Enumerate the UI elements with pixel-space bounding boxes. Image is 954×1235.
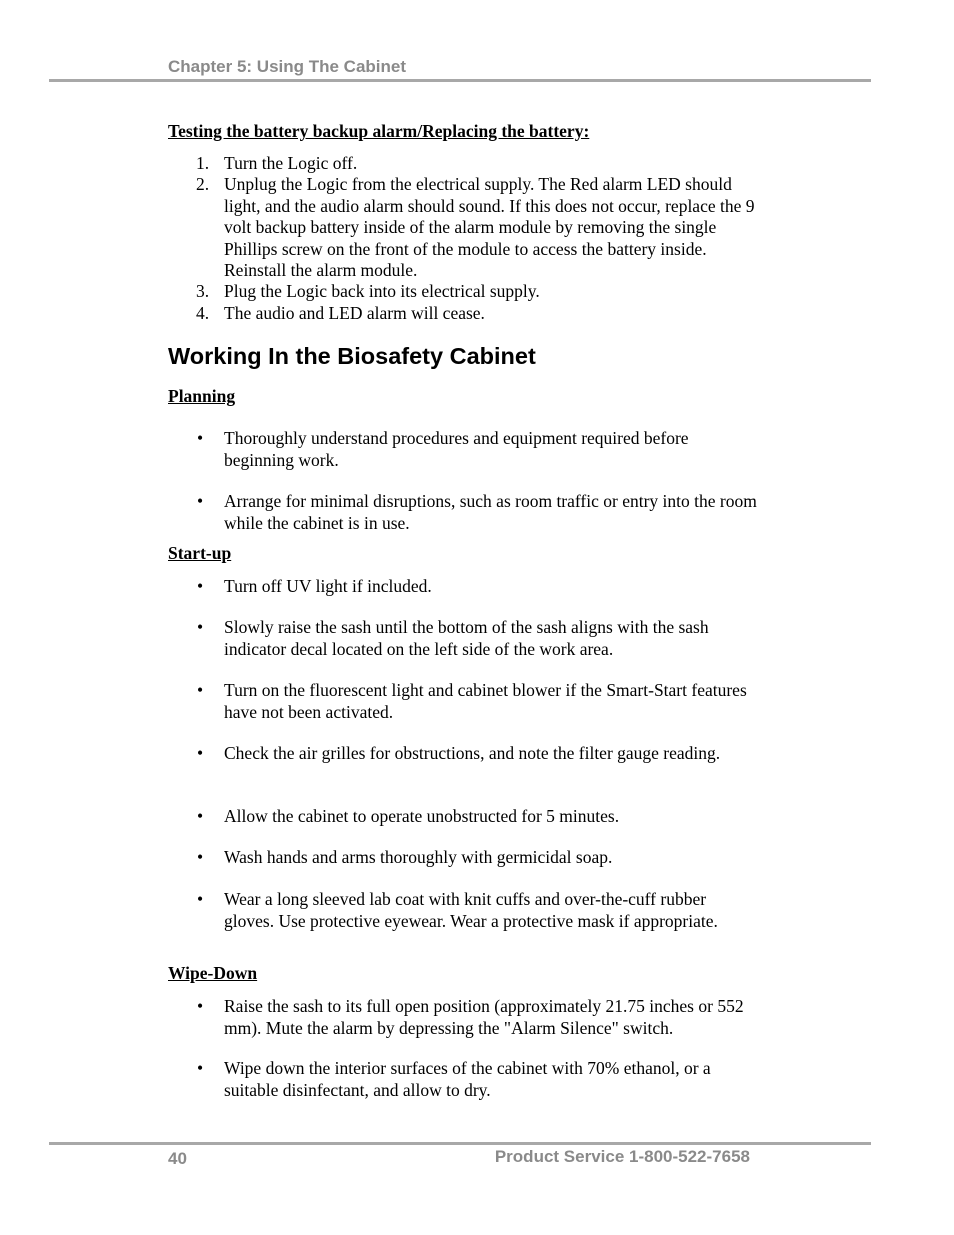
bullet-item	[168, 428, 768, 471]
bullet-text: Thoroughly understand procedures and equipment required before beginning work.	[224, 428, 689, 470]
step-text: Plug the Logic back into its electrical supply.	[224, 281, 540, 301]
bullet-icon: •	[197, 847, 204, 867]
bullet-item	[168, 889, 768, 932]
bullet-text: Allow the cabinet to operate unobstructed for 5 minutes.	[224, 806, 620, 826]
chapter-title: Chapter 5: Using The Cabinet	[168, 57, 407, 76]
step-number: 4.	[196, 303, 210, 323]
bullet-item	[168, 576, 768, 598]
battery-section-heading: Testing the battery backup alarm/Replacing the battery:	[168, 121, 590, 141]
bullet-item	[168, 847, 768, 869]
bullet-item	[168, 743, 768, 765]
section-title: Working In the Biosafety Cabinet	[168, 343, 536, 369]
bullet-text: Slowly raise the sash until the bottom of the sash aligns with the sash indicator decal located on the left side of the work area.	[224, 617, 709, 659]
bullet-text: Wear a long sleeved lab coat with knit cuffs and over-the-cuff rubber gloves. Use protective eyewear. Wear a protective mask if appropriate.	[224, 889, 718, 931]
bullet-item	[168, 680, 768, 723]
planning-heading: Planning	[168, 386, 236, 406]
bullet-text: Turn off UV light if included.	[224, 576, 432, 596]
bullet-icon: •	[197, 1058, 204, 1078]
step-number: 2.	[196, 174, 210, 194]
bullet-item	[168, 996, 768, 1039]
bullet-icon: •	[197, 806, 204, 826]
numbered-step	[168, 174, 768, 282]
bullet-text: Wipe down the interior surfaces of the cabinet with 70% ethanol, or a suitable disinfectant, and allow to dry.	[224, 1058, 711, 1100]
bullet-item	[168, 1058, 768, 1101]
numbered-step	[168, 153, 768, 175]
bullet-icon: •	[197, 996, 204, 1016]
bullet-text: Raise the sash to its full open position (approximately 21.75 inches or 552 mm). Mute the alarm by depressing the "Alarm Silence" switch.	[224, 996, 744, 1038]
numbered-step	[168, 303, 768, 325]
bullet-text: Arrange for minimal disruptions, such as room traffic or entry into the room while the cabinet is in use.	[224, 491, 757, 533]
step-number: 1.	[196, 153, 210, 173]
bullet-icon: •	[197, 889, 204, 909]
bullet-icon: •	[197, 576, 204, 596]
page-number: 40	[168, 1149, 187, 1168]
bullet-text: Turn on the fluorescent light and cabinet blower if the Smart-Start features have not been activated.	[224, 680, 747, 722]
bullet-item	[168, 806, 768, 828]
step-text: The audio and LED alarm will cease.	[224, 303, 485, 323]
step-number: 3.	[196, 281, 210, 301]
bullet-item	[168, 491, 768, 534]
step-text: Turn the Logic off.	[224, 153, 358, 173]
bullet-icon: •	[197, 491, 204, 511]
numbered-step	[168, 281, 768, 303]
startup-heading: Start-up	[168, 543, 232, 563]
bullet-text: Wash hands and arms thoroughly with germicidal soap.	[224, 847, 613, 867]
step-text: Unplug the Logic from the electrical supply. The Red alarm LED should light, and the audio alarm should sound. If this does not occur, replace the 9 volt backup battery inside of the alarm module by removing the single Phillips screw on the front of the module to access the battery inside. Reinstall the alarm module.	[224, 174, 755, 280]
product-service-line: Product Service 1-800-522-7658	[494, 1147, 750, 1166]
bullet-icon: •	[197, 428, 204, 448]
bullet-icon: •	[197, 680, 204, 700]
bullet-icon: •	[197, 617, 204, 637]
bullet-icon: •	[197, 743, 204, 763]
header-divider	[49, 79, 871, 82]
wipedown-heading: Wipe-Down	[168, 963, 258, 983]
footer-divider	[49, 1142, 871, 1145]
bullet-item	[168, 617, 768, 660]
bullet-text: Check the air grilles for obstructions, and note the filter gauge reading.	[224, 743, 721, 763]
